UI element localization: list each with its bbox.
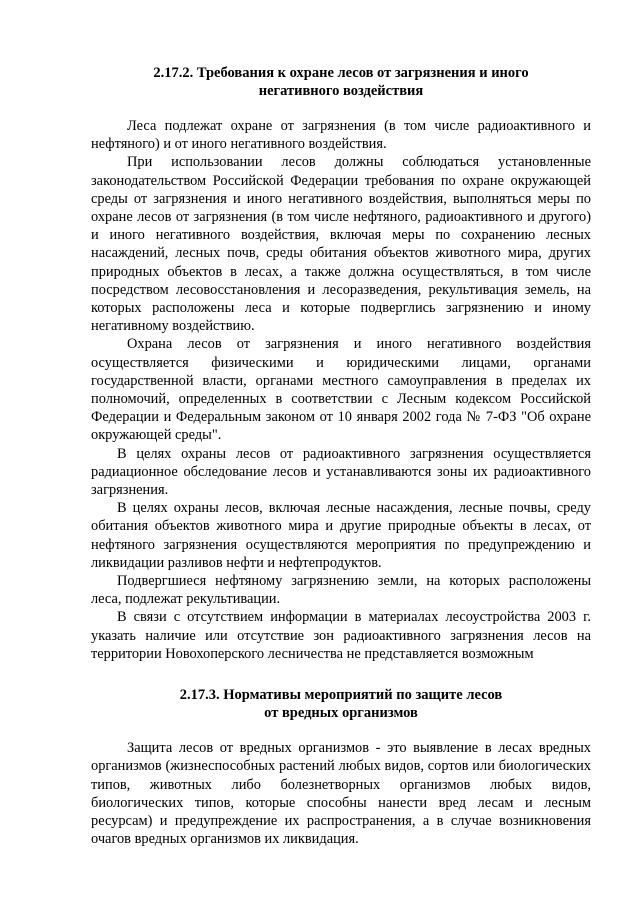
paragraph: Леса подлежат охране от загрязнения (в том числе радиоактивного и нефтяного) и от иного негативного воздействия. [91, 118, 591, 153]
section-heading-2-17-3 [91, 686, 591, 722]
paragraph: Подвергшиеся нефтяному загрязнению земли, на которых расположены леса, подлежат рекультивации. [91, 573, 591, 608]
paragraph: В связи с отсутствием информации в материалах лесоустройства 2003 г. указать наличие или отсутствие зон радиоактивного загрязнения лесов на территории Новохоперского лесничества не представляется возможным [91, 609, 591, 662]
document-page [91, 60, 591, 848]
section-heading-2-17-2 [91, 64, 591, 100]
heading-line: негативного воздействия [258, 83, 424, 99]
paragraph: Охрана лесов от загрязнения и иного негативного воздействия осуществляется физическими и юридическими лицами, органами государственной власти, органами местного самоуправления в пределах их полномочий, определенных в соответствии с Лесным кодексом Российской Федерации и Федеральным законом от 10 января 2002 года № 7-ФЗ "Об охране окружающей среды". [91, 336, 591, 444]
paragraph: Защита лесов от вредных организмов - это выявление в лесах вредных организмов (жизнеспособных растений любых видов, сортов или биологических типов, животных либо болезнетворных организмов любых видов, биологических типов, которые способны нанести вред лесам и лесным ресурсам) и предупреждение их распространения, а в случае возникновения очагов вредных организмов их ликвидация. [91, 740, 591, 848]
paragraph: В целях охраны лесов, включая лесные насаждения, лесные почвы, среду обитания объектов животного мира и другие природные объекты в лесах, от нефтяного загрязнения осуществляются мероприятия по предупреждению и ликвидации разливов нефти и нефтепродуктов. [91, 500, 591, 571]
paragraph: В целях охраны лесов от радиоактивного загрязнения осуществляется радиационное обследование лесов и устанавливаются зоны их радиоактивного загрязнения. [91, 445, 591, 499]
paragraph: При использовании лесов должны соблюдаться установленные законодательством Российской Федерации требования по охране окружающей среды от загрязнения и иного негативного воздействия, выполняться меры по охране лесов от загрязнения (в том числе нефтяного, радиоактивного и другого) и иного негативного воздействия, включая меры по сохранению лесных насаждений, лесных почв, среды обитания объектов животного мира, других природных объектов в лесах, а также должна осуществляться, в том числе посредством лесовосстановления и лесоразведения, рекультивация земель, на которых расположены леса и которые подверглись загрязнению и иному негативному воздействию. [91, 154, 591, 335]
heading-line: 2.17.3. Нормативы мероприятий по защите лесов [179, 687, 503, 704]
heading-line: от вредных организмов [264, 705, 418, 722]
heading-line: 2.17.2. Требования к охране лесов от загрязнения и иного [153, 65, 529, 81]
